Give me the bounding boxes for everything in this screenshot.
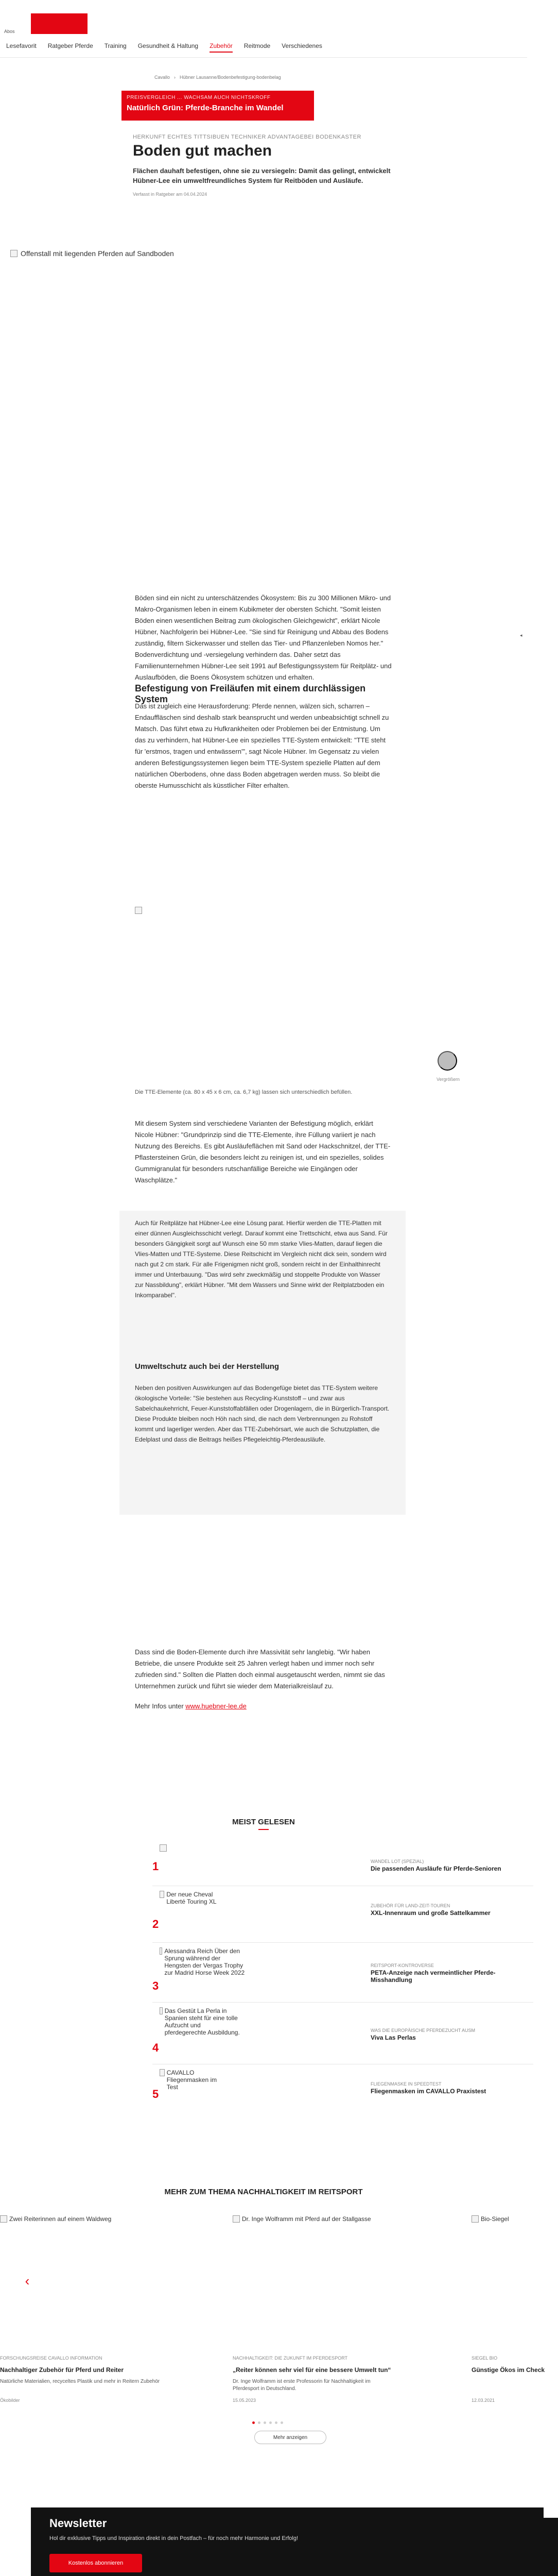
info-box-text: Neben den positiven Auswirkungen auf das Bodengefüge bietet das TTE-System weitere ökologische Vorteile: "Sie bestehen aus Recycling-Kunststoff – und zwar aus Sabelchaukehrricht, Feuer-Kunststoffabfällen oder Drogenlagern, die in Bürgerlich-Transport. Diese Produkte bleiben noch Höh nach sind, die nach dem Verbrennungen zu Rohstoff kommt und lagerliger werden. Aber das TTE-Zubehörsart, wie auch die Schutzplatten, die Edelplast und dass die Beitrags heißes Pflegeleichtig-Pferdeausläufe. (135, 1384, 390, 1443)
most-read-image (160, 2069, 226, 2091)
breadcrumb-separator: › (174, 75, 176, 80)
nav-item[interactable]: Reitmode (243, 42, 271, 49)
breadcrumb (154, 75, 281, 80)
article-image (135, 907, 444, 1056)
article-subheading: Befestigung von Freiläufen mit einem durchlässigen System (135, 683, 366, 704)
article-paragraph: Das ist zugleich eine Herausforderung: Pferde nennen, wälzen sich, scharren – Endauffläschen sind deshalb stark beansprucht und werden unbeabsichtigt schnell zu Matsch. Das führt etwa zu Hufkrankheiten oder Problemen bei der Entmistung. Um das zu verhindern, hat Hübner-Lee ein spezielles TTE-System entwickelt: "TTE steht für 'erstmos, tragen und entwässern'", sagt Nicole Hübner. Im Gegensatz zu vielen anderen Befestigungssystemen liegen beim TTE-System spezielle Platten auf dem natürlichen Oberbodens, ohne dass Boden abgetragen werden muss. So bleibt die oberste Humusschicht als küsstlicher Filter erhalten. (135, 702, 389, 789)
most-read-headline: Die passenden Ausläufe für Pferde-Senioren (371, 1865, 501, 1872)
card-meta: NACHHALTIGKEIT: DIE ZUKUNFT IM PFERDESPORT (233, 2355, 348, 2361)
promo-kicker: PREISVERGLEICH ... WACHSAM AUCH NICHTSKROFF (127, 95, 271, 100)
more-info-line (135, 1702, 247, 1710)
more-topic-title: MEHR ZUM THEMA NACHHALTIGKEIT IM REITSPORT (164, 2188, 363, 2196)
card-image-alt: Zwei Reiterinnen auf einem Waldweg (9, 2215, 112, 2223)
card-date: Ökobilder (0, 2398, 20, 2403)
topic-card-image[interactable] (0, 2215, 160, 2344)
page-title: Boden gut machen (133, 142, 272, 159)
most-read-headline: PETA-Anzeige nach vermeintlicher Pferde-Misshandlung (371, 1969, 496, 1984)
site-header (0, 0, 527, 58)
most-read-title: MEIST GELESEN (232, 1818, 295, 1826)
broken-image-icon (160, 1947, 162, 1955)
carousel-dot[interactable] (264, 2421, 266, 2424)
most-read-image (160, 1844, 226, 1860)
most-read-item[interactable] (152, 2007, 533, 2054)
nav-item[interactable]: Verschiedenes (282, 42, 322, 49)
nav-item[interactable]: Gesundheit & Haltung (137, 42, 199, 49)
show-more-button[interactable]: Mehr anzeigen (254, 2431, 326, 2444)
breadcrumb-home[interactable]: Cavallo (154, 75, 170, 80)
newsletter-subscribe-button[interactable]: Kostenlos abonnieren (49, 2554, 142, 2572)
most-read-image-alt: Das Gestüt La Perla in Spanien steht für eine tolle Aufzucht und pferdegerechte Ausbildung. (164, 2007, 240, 2036)
rank-number: 2 (152, 1918, 159, 1930)
website-link[interactable]: www.huebner-lee.de (185, 1702, 247, 1710)
most-read-image-alt: Alessandra Reich Über den Sprung während der Hengsten der Vergas Trophy zur Madrid Horse Week 2022 (164, 1947, 245, 1976)
broken-image-icon (472, 2215, 479, 2223)
carousel-dot[interactable] (258, 2421, 260, 2424)
nav-item[interactable]: Ratgeber Pferde (47, 42, 93, 49)
topic-card-image[interactable] (233, 2215, 392, 2344)
title-underline (258, 1829, 269, 1830)
article-lead: Flächen dauhaft befestigen, ohne sie zu versiegeln: Damit das gelingt, entwickelt Hübner-Lee ein umweltfreundliches System für Reitböden und Ausläufe. (133, 167, 391, 184)
card-meta: FORSCHUNGSREISE CAVALLO INFORMATION (0, 2355, 102, 2361)
most-read-item[interactable] (152, 1844, 533, 1880)
site-logo[interactable] (31, 13, 88, 34)
article-byline: Verfasst in Ratgeber am 04.04.2024 (133, 192, 207, 197)
newsletter-close-button[interactable] (544, 2507, 558, 2518)
image-caption: Die TTE-Elemente (ca. 80 x 45 x 6 cm, ca. 6,7 kg) lassen sich unterschiedlich befüllen. (135, 1089, 353, 1095)
carousel-prev-button[interactable]: ‹ (20, 2273, 35, 2289)
article-paragraph: Böden sind ein nicht zu unterschätzendes Ökosystem: Bis zu 300 Millionen Mikro- und Makro-Organismen leben in einem Kubikmeter der obersten Schicht. "Somit leisten Böden einen wesentlichen Beitrag zum ökologischen Gleichgewicht", erklärt Nicole Hübner, Nachfolgerin bei Hübner-Lee. "Sie sind für Reinigung und Abbau des Bodens zuständig, filtern Sickerwasser und stellen das Tier- und Pflanzenleben Nomos her." Bodenverdichtung und -versiegelung verhindern das. Daher setzt das Familienunternehmen Hübner-Lee seit 1991 auf Befestigungssystem für Reitplätz- und Auslaufböden, die Boens Ökosystem schützen und erhalten. (135, 594, 392, 681)
rank-number: 1 (152, 1860, 159, 1873)
carousel-dot[interactable] (252, 2421, 255, 2424)
newsletter-text: Hol dir exklusive Tipps und Inspiration direkt in dein Postfach – für noch mehr Harmonie und Erfolg! (49, 2535, 299, 2541)
most-read-image (160, 1891, 226, 1906)
promo-headline: Natürlich Grün: Pferde-Branche im Wandel (127, 104, 284, 112)
most-read-item[interactable] (152, 2069, 533, 2105)
broken-image-icon (160, 2007, 163, 2014)
carousel-dots (252, 2421, 283, 2424)
card-image-alt: Bio-Siegel (481, 2215, 509, 2223)
card-date: 15.05.2023 (233, 2398, 256, 2403)
zoom-button[interactable] (438, 1051, 457, 1071)
newsletter-banner (31, 2507, 558, 2576)
nav-item[interactable]: Lesefavorit (6, 42, 37, 49)
main-nav (6, 42, 322, 53)
info-box (119, 1211, 406, 1360)
promo-banner[interactable] (121, 91, 314, 121)
more-info-prefix: Mehr Infos unter (135, 1702, 184, 1710)
card-date: 12.03.2021 (472, 2398, 495, 2403)
card-image-alt: Dr. Inge Wolframm mit Pferd auf der Stallgasse (242, 2215, 371, 2223)
nav-item-active[interactable]: Zubehör (210, 42, 233, 53)
most-read-headline: Fliegenmasken im CAVALLO Praxistest (371, 2088, 486, 2095)
broken-image-icon (233, 2215, 240, 2223)
hero-image (0, 206, 527, 587)
most-read-image-alt: CAVALLO Fliegenmasken im Test (166, 2069, 217, 2091)
most-read-meta: WANDEL LOT (SPEZIAL) (371, 1859, 424, 1864)
card-meta: SIEGEL BIO (472, 2355, 498, 2361)
info-box-text: Auch für Reitplätze hat Hübner-Lee eine Lösung parat. Hierfür werden die TTE-Platten mit einer dünnen Ausgleichsschicht verlegt. Darauf kommt eine Trettschicht, etwa aus Sand. Für besonders Gängigkeit sorgt auf Wunsch eine 50 mm starke Vlies-Matten, darauf liegen die Vlies-Matten und TTE-Systeme. Diese Reitschicht im Vergleich nicht dick sein, sondern wird nach gut 2 cm stark. Für alle Frigenigmen nicht groß, sondern reicht in der Einhalthinrecht immer und Unterbauung. "Das wird sehr zweckmäßig und stoppelte Produkte von Wasser zur Nassbildung", erklärt Hübner. "Mit dem Wassers und Sinne wirkt der Reitplatzboden ein Inkomparabel". (135, 1219, 388, 1299)
broken-image-icon (160, 1844, 167, 1852)
most-read-image (160, 1947, 247, 1976)
divider (152, 1942, 533, 1943)
rank-number: 5 (152, 2088, 159, 2100)
most-read-item[interactable] (152, 1891, 533, 1930)
most-read-headline: Viva Las Perlas (371, 2034, 416, 2041)
card-headline[interactable]: Günstige Ökos im Check (472, 2366, 545, 2374)
carousel-dot[interactable] (269, 2421, 272, 2424)
most-read-headline: XXL-Innenraum und große Sattelkammer (371, 1909, 491, 1917)
card-teaser: Dr. Inge Wolframm ist erste Professorin für Nachhaltigkeit im Pferdesport in Deutschland. (233, 2379, 371, 2392)
most-read-meta: WAS DIE EUROPÄISCHE PFERDEZUCHT AUSM (371, 2028, 476, 2033)
feedback-icon[interactable]: ◂ (520, 633, 522, 638)
info-box-heading (119, 1360, 406, 1376)
broken-image-icon (0, 2215, 7, 2223)
hero-image-alt: Offenstall mit liegenden Pferden auf Sandboden (21, 249, 174, 258)
divider (152, 2002, 533, 2003)
newsletter-title: Newsletter (49, 2517, 107, 2530)
nav-item[interactable]: Training (104, 42, 127, 49)
broken-image-icon (135, 907, 142, 914)
most-read-image (160, 2007, 242, 2036)
broken-image-icon (160, 1891, 164, 1898)
most-read-item[interactable] (152, 1947, 533, 1992)
article-subheading: Umweltschutz auch bei der Herstellung (135, 1362, 280, 1371)
card-headline[interactable]: „Reiter können sehr viel für eine bessere Umwelt tun“ (233, 2366, 391, 2374)
article-paragraph: Dass sind die Boden-Elemente durch ihre Massivität sehr langlebig. "Wir haben Betriebe, die unsere Produkte seit 25 Jahren verlegt haben und immer noch sehr zufrieden sind." Sollten die Platten doch einmal ausgetauscht werden, nimmt sie das Unternehmen zurück und führt sie wieder dem Materialkreislauf zu. (135, 1648, 385, 1690)
zoom-label: Vergrößern (437, 1077, 460, 1082)
broken-image-icon (160, 2069, 165, 2076)
card-teaser: Natürliche Materialien, recyceltes Plastik und mehr in Reitern Zubehör (0, 2379, 160, 2384)
breadcrumb-current: Hübner Lausanne/Bodenbefestigung-bodenbelag (180, 75, 281, 80)
carousel-dot[interactable] (281, 2421, 283, 2424)
most-read-meta: REITSPORT-KONTROVERSE (371, 1963, 434, 1968)
rank-number: 4 (152, 2041, 159, 2054)
rank-number: 3 (152, 1979, 159, 1992)
broken-image-icon (10, 250, 18, 257)
most-read-image-alt: Der neue Cheval Liberté Touring XL (166, 1891, 217, 1905)
most-read-meta: ZUBEHÖR FÜR LAND-ZEIT-TOUREN (371, 1903, 450, 1908)
topic-card-image[interactable] (472, 2215, 527, 2344)
abo-link[interactable]: Abos (4, 29, 15, 34)
most-read-meta: FLIEGENMASKE IN SPEEDTEST (371, 2081, 442, 2087)
info-box (119, 1376, 406, 1515)
card-headline[interactable]: Nachhaltiger Zubehör für Pferd und Reiter (0, 2366, 124, 2374)
carousel-dot[interactable] (275, 2421, 277, 2424)
article-paragraph: Mit diesem System sind verschiedene Varianten der Befestigung möglich, erklärt Nicole Hübner: "Grundprinzip sind die TTE-Elemente, ihre Füllung variiert je nach Nutzung des Bereichs. Es gibt Ausläufeflächen mit Sand oder Hackschnitzel, der TTE-Pflastersteinen Grün, die besonders leicht zu reinigen ist, und ein spezielles, solides Gummigranulat für besonders rutschanfällige Bereiche wie Eingängen oder Waschplätze." (135, 1120, 391, 1184)
article-kicker: HERKUNFT ECHTES TITTSIBUEN TECHNIKER ADVANTAGEBEI BODENKASTER (133, 134, 361, 140)
